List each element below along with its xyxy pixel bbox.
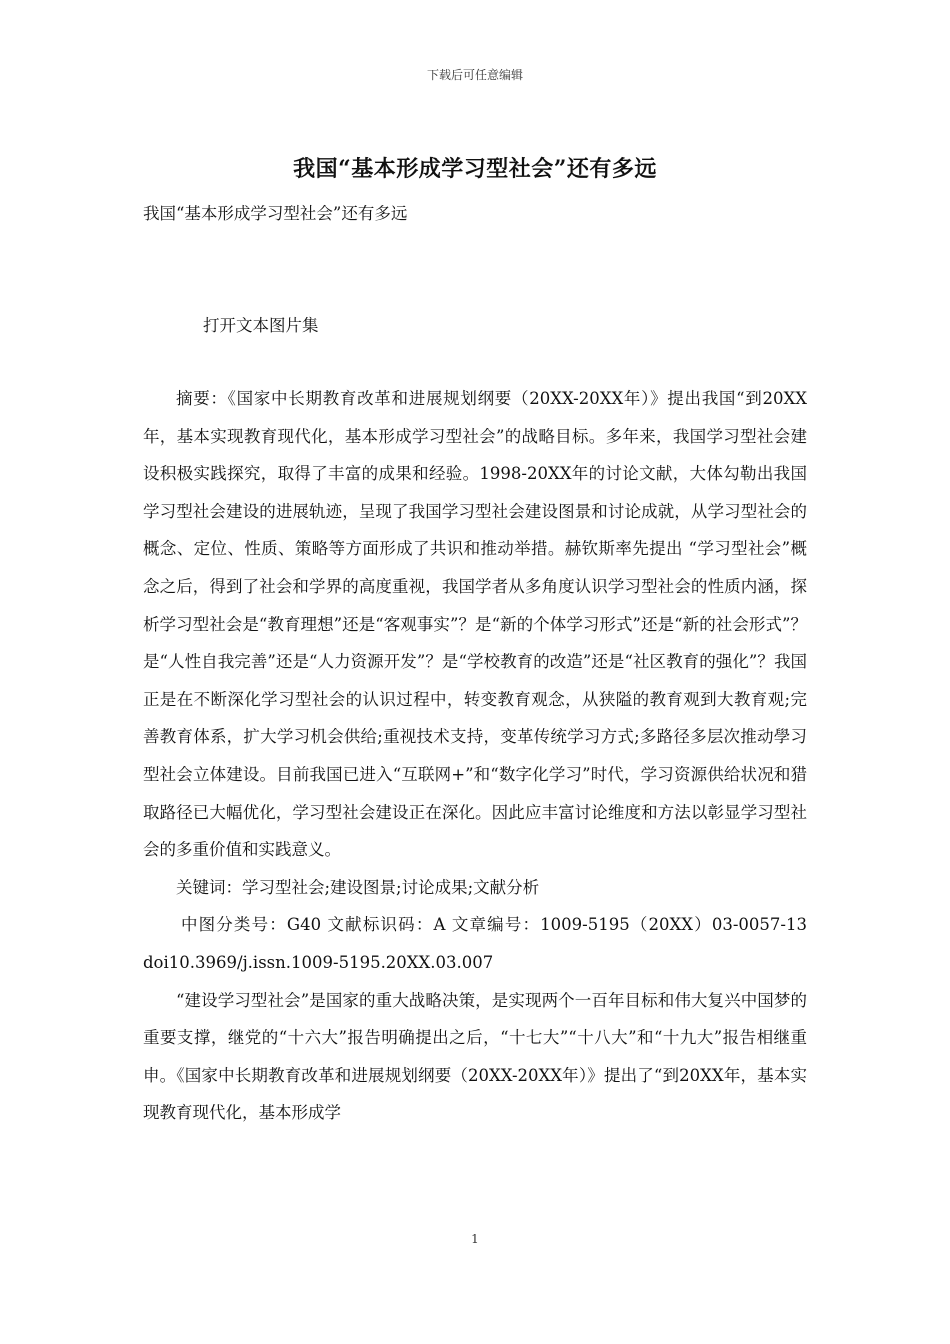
open-image-gallery-link[interactable]: 打开文本图片集 bbox=[203, 316, 319, 335]
document-title: 我国“基本形成学习型社会”还有多远 bbox=[293, 156, 657, 182]
page-header-note: 下载后可任意编辑 bbox=[426, 68, 523, 82]
document-body bbox=[143, 380, 807, 1132]
document-subtitle: 我国“基本形成学习型社会”还有多远 bbox=[143, 204, 408, 223]
classification-paragraph: 中图分类号：G40 文献标识码：A 文章编号：1009-5195（20XX）03-0057-13 doi10.3969/j.issn.1009-5195.20XX.03.007 bbox=[143, 915, 807, 972]
abstract-paragraph: 摘要：《国家中长期教育改革和进展规划纲要（20XX-20XX年）》提出我国“到20XX年，基本实现教育现代化，基本形成学习型社会”的战略目标。多年来，我国学习型社会建设积极实践探究，取得了丰富的成果和经验。1998-20XX年的讨论文献，大体勾勒出我国学习型社会建设的进展轨迹，呈现了我国学习型社会建设图景和讨论成就，从学习型社会的概念、定位、性质、策略等方面形成了共识和推动举措。赫钦斯率先提出 “学习型社会”概念之后，得到了社会和学界的高度重视，我国学者从多角度认识学习型社会的性质内涵，探析学习型社会是“教育理想”还是“客观事实”？是“新的个体学习形式”还是“新的社会形式”？是“人性自我完善”还是“人力资源开发”？是“学校教育的改造”还是“社区教育的强化”？我国正是在不断深化学习型社会的认识过程中，转变教育观念，从狭隘的教育观到大教育观;完善教育体系，扩大学习机会供给;重视技术支持，变革传统学习方式;多路径多层次推动學习型社会立体建设。目前我国已进入“互联网+”和“数字化学习”时代，学习资源供给状况和猎取路径已大幅优化，学习型社会建设正在深化。因此应丰富讨论维度和方法以彰显学习型社会的多重价值和实践意义。 bbox=[143, 389, 807, 860]
page-number: 1 bbox=[471, 1232, 479, 1246]
keywords-paragraph: 关键词：学习型社会;建设图景;讨论成果;文献分析 bbox=[176, 877, 540, 897]
intro-paragraph: “建设学习型社会”是国家的重大战略决策，是实现两个一百年目标和伟大复兴中国梦的重要支撑，继党的“十六大”报告明确提出之后，“十七大”“十八大”和“十九大”报告相继重申。《国家中长期教育改革和进展规划纲要（20XX-20XX年）》提出了“到20XX年，基本实现教育现代化，基本形成学 bbox=[143, 990, 807, 1123]
